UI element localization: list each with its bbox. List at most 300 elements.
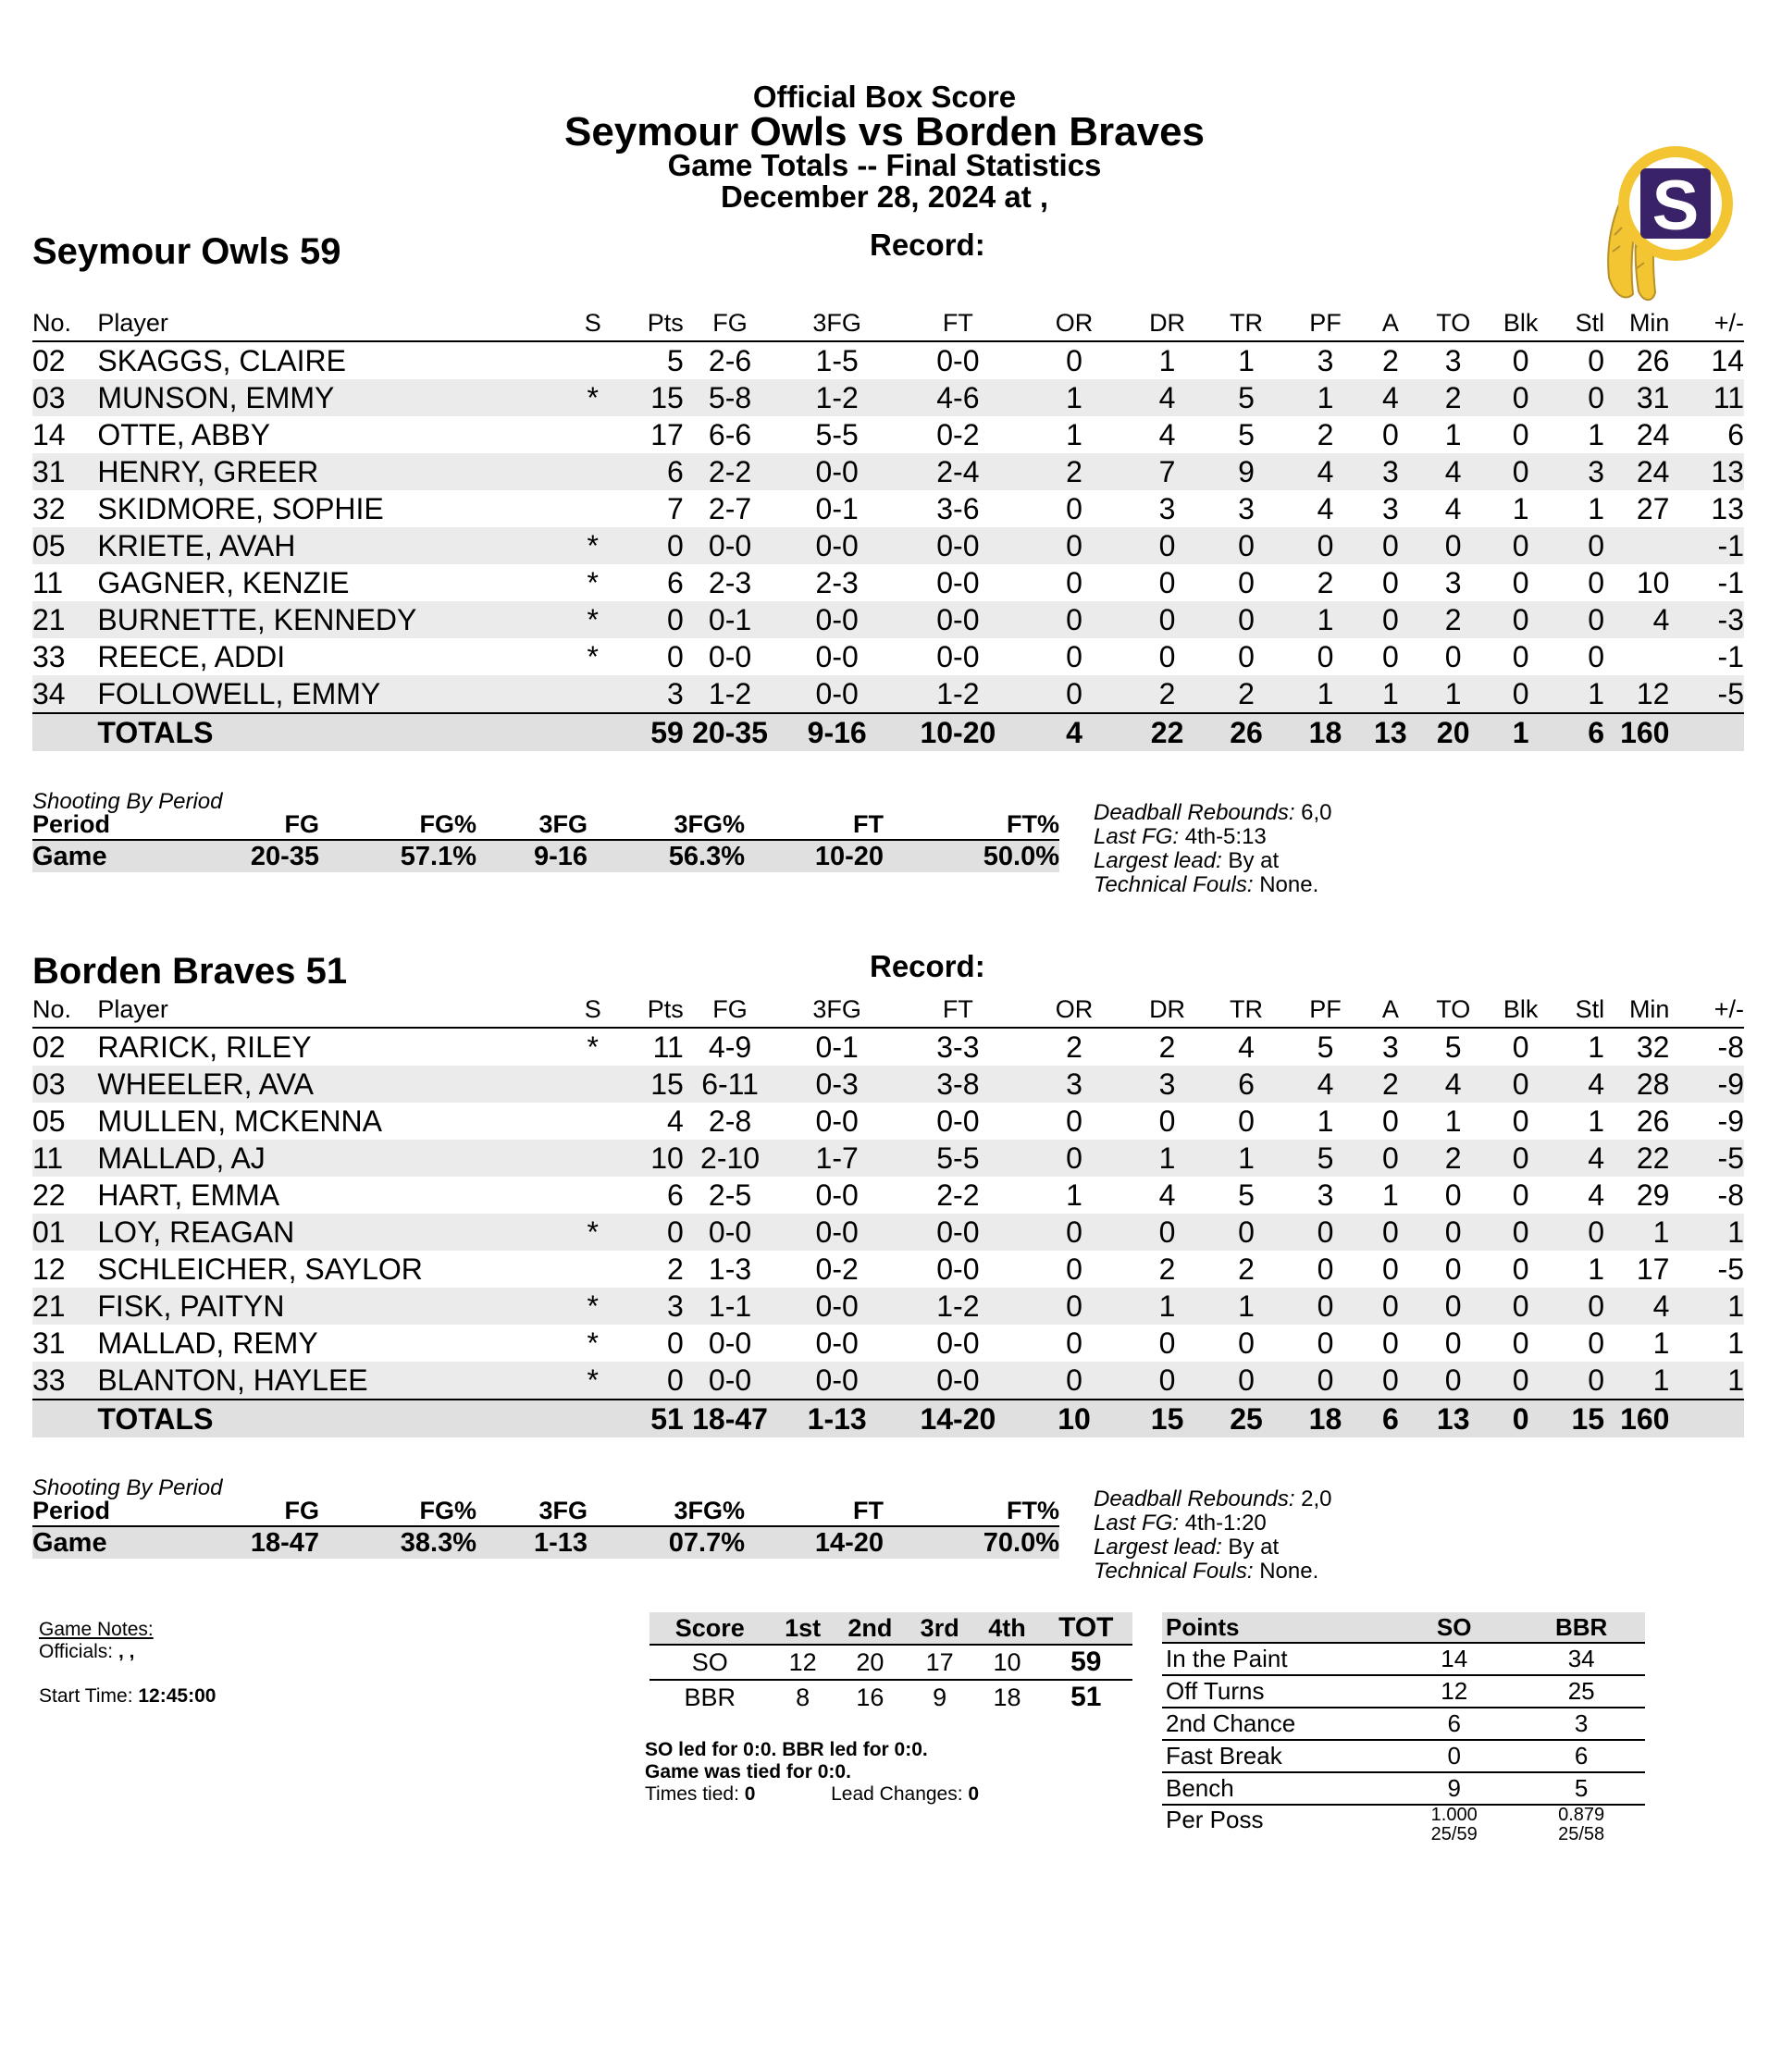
cell-ft: 4-6	[897, 379, 1019, 416]
cell-stl: 4	[1553, 1066, 1604, 1103]
cell-plus-minus: -3	[1669, 601, 1744, 638]
cell-to: 2	[1418, 379, 1488, 416]
player-row	[32, 527, 1744, 564]
cell-starter	[567, 453, 618, 490]
cell-player: GAGNER, KENZIE	[97, 565, 350, 599]
officials-value: , ,	[113, 1641, 135, 1662]
cell-blk: 1	[1512, 491, 1529, 525]
col-header-fg: FG	[684, 992, 777, 1028]
away-shooting-table	[32, 1497, 1059, 1559]
cell-no: 11	[32, 1140, 97, 1177]
cell-pf: 1	[1288, 379, 1362, 416]
cell-starter	[567, 1103, 618, 1140]
score-header: 2nd	[835, 1612, 905, 1645]
total-player: TOTALS	[97, 1400, 567, 1437]
cell-plus-minus: 1	[1669, 1288, 1744, 1325]
cell-pts: 10	[618, 1140, 683, 1177]
cell-no: 33	[32, 1362, 97, 1400]
cell-stl: 4	[1553, 1140, 1604, 1177]
deadball-value: 2,0	[1294, 1486, 1332, 1511]
cell-pts: 6	[666, 1178, 684, 1212]
cell-tr: 9	[1205, 453, 1288, 490]
deadball-label: Deadball Rebounds:	[1094, 800, 1295, 825]
score-header: 3rd	[905, 1612, 974, 1645]
player-row	[32, 341, 1744, 379]
points-cell: 0	[1391, 1740, 1517, 1772]
cell-or: 0	[1019, 527, 1131, 564]
cell-pf: 0	[1288, 1214, 1362, 1251]
cell-dr: 2	[1158, 1252, 1176, 1286]
cell-min: 22	[1604, 1140, 1669, 1177]
col-header-player: Player	[97, 992, 567, 1028]
game-date: December 28, 2024 at ,	[720, 179, 1049, 214]
cell-tr: 2	[1238, 1252, 1255, 1286]
cell-pts: 6	[666, 565, 684, 599]
player-row	[32, 1103, 1744, 1140]
cell-3fg: 1-2	[776, 379, 897, 416]
points-row	[1162, 1772, 1645, 1805]
cell-player: LOY, REAGAN	[97, 1214, 567, 1251]
cell-to: 3	[1444, 565, 1462, 599]
deadball-value: 6,0	[1294, 800, 1332, 825]
cell-3fg: 0-0	[776, 1214, 897, 1251]
points-row	[1162, 1675, 1645, 1708]
cell-pf: 1	[1288, 675, 1362, 713]
score-header: Score	[649, 1612, 771, 1645]
cell-a: 4	[1363, 379, 1418, 416]
cell-stl: 1	[1588, 417, 1605, 451]
total-ft: 14-20	[897, 1400, 1019, 1437]
cell-stl: 0	[1588, 639, 1605, 673]
score-cell: 12	[771, 1645, 835, 1680]
cell-fg: 1-2	[684, 675, 777, 713]
cell-fg: 1-1	[684, 1288, 777, 1325]
cell-dr: 4	[1158, 417, 1176, 451]
score-cell: 9	[933, 1683, 947, 1711]
cell-pts: 4	[666, 1104, 684, 1138]
cell-stl: 0	[1553, 1214, 1604, 1251]
cell-no: 21	[32, 601, 97, 638]
cell-blk: 0	[1512, 1326, 1529, 1360]
cell-stl: 4	[1588, 1178, 1605, 1212]
sbp-header: FG	[180, 1497, 319, 1526]
per-poss-so-rate: 1.000	[1430, 1805, 1478, 1825]
cell-pts: 0	[666, 639, 684, 673]
sbp-cell: 20-35	[180, 840, 319, 872]
col-header-tr: TR	[1205, 305, 1288, 341]
cell-blk: 0	[1512, 1104, 1529, 1138]
cell-plus-minus: -8	[1717, 1030, 1744, 1064]
cell-fg: 0-0	[684, 1362, 777, 1400]
score-cell: BBR	[684, 1683, 736, 1711]
cell-pf: 2	[1317, 417, 1334, 451]
cell-pts: 7	[666, 491, 684, 525]
cell-no: 34	[32, 675, 97, 713]
cell-or: 2	[1066, 1030, 1082, 1064]
cell-pf: 2	[1317, 565, 1334, 599]
cell-dr: 3	[1158, 491, 1176, 525]
cell-starter	[567, 341, 618, 379]
cell-player: FOLLOWELL, EMMY	[97, 675, 567, 713]
cell-tr: 1	[1205, 1288, 1288, 1325]
cell-no: 31	[32, 453, 97, 490]
score-cell: SO	[649, 1645, 771, 1680]
cell-min: 29	[1636, 1178, 1670, 1212]
sbp-cell: 56.3%	[588, 840, 745, 872]
cell-plus-minus: -1	[1717, 639, 1744, 673]
per-poss-so-ratio: 25/59	[1430, 1824, 1478, 1844]
cell-a: 0	[1363, 1140, 1418, 1177]
cell-tr: 5	[1238, 1178, 1255, 1212]
cell-dr: 0	[1158, 1326, 1176, 1360]
total-to: 13	[1418, 1400, 1488, 1437]
cell-pts: 15	[618, 379, 683, 416]
cell-blk: 0	[1488, 527, 1553, 564]
cell-ft: 1-2	[897, 1288, 1019, 1325]
totals-row	[32, 713, 1744, 751]
cell-tr: 1	[1205, 1140, 1288, 1177]
matchup-title: Seymour Owls vs Borden Braves	[563, 109, 1206, 154]
cell-pts: 3	[618, 1288, 683, 1325]
cell-starter: *	[567, 1362, 618, 1400]
home-misc-stats	[1094, 801, 1332, 897]
cell-starter	[567, 1066, 618, 1103]
cell-blk: 0	[1512, 565, 1529, 599]
tech-label: Technical Fouls:	[1094, 1559, 1254, 1584]
cell-pf: 0	[1288, 1362, 1362, 1400]
cell-dr: 0	[1158, 565, 1176, 599]
cell-a: 3	[1381, 1030, 1399, 1064]
total-a: 6	[1363, 1400, 1418, 1437]
total-dr: 22	[1130, 713, 1204, 751]
cell-dr: 3	[1130, 1066, 1204, 1103]
cell-player: HENRY, GREER	[97, 453, 567, 490]
cell-ft: 1-2	[897, 675, 1019, 713]
cell-ft: 0-0	[897, 601, 1019, 638]
cell-ft: 0-0	[936, 343, 980, 377]
cell-fg: 0-0	[708, 1326, 752, 1360]
sbp-cell: 1-13	[476, 1526, 588, 1559]
header-row	[32, 992, 1744, 1028]
points-cell: Fast Break	[1162, 1740, 1391, 1772]
cell-stl: 0	[1588, 343, 1605, 377]
cell-stl: 0	[1553, 527, 1604, 564]
cell-starter	[567, 1177, 618, 1214]
cell-pts: 0	[618, 1362, 683, 1400]
per-poss-label: Per Poss	[1166, 1806, 1264, 1833]
cell-3fg: 0-0	[815, 639, 859, 673]
away-record-label: Record:	[870, 949, 985, 983]
cell-ft: 0-0	[936, 639, 980, 673]
shooting-row	[32, 840, 1059, 872]
cell-to: 2	[1418, 601, 1488, 638]
cell-player: MALLAD, REMY	[97, 1326, 318, 1360]
col-header-or: OR	[1019, 305, 1131, 341]
cell-pts: 2	[666, 1252, 684, 1286]
player-row	[32, 453, 1744, 490]
cell-player: SKAGGS, CLAIRE	[97, 343, 346, 377]
col-header-pf: PF	[1288, 305, 1362, 341]
cell-or: 1	[1066, 417, 1082, 451]
player-row	[32, 1140, 1744, 1177]
score-header: 1st	[771, 1612, 835, 1645]
cell-ft: 0-2	[936, 417, 980, 451]
total-or: 4	[1019, 713, 1131, 751]
cell-to: 4	[1444, 491, 1462, 525]
cell-to: 0	[1444, 1178, 1462, 1212]
lastfg-value: 4th-5:13	[1179, 824, 1267, 849]
total-stl: 15	[1553, 1400, 1604, 1437]
col-header-blk: Blk	[1488, 992, 1553, 1028]
cell-3fg: 0-2	[815, 1252, 859, 1286]
points-cell: Off Turns	[1162, 1675, 1391, 1708]
cell-fg: 2-8	[708, 1104, 752, 1138]
cell-pf: 5	[1317, 1030, 1334, 1064]
sbp-cell: 9-16	[476, 840, 588, 872]
sbp-cell: 07.7%	[588, 1526, 745, 1559]
cell-blk: 0	[1488, 1140, 1553, 1177]
total-blk: 1	[1488, 713, 1553, 751]
cell-or: 1	[1066, 1178, 1082, 1212]
cell-player: RARICK, RILEY	[97, 1030, 312, 1064]
start-time-value: 12:45:00	[132, 1685, 216, 1707]
cell-player: BURNETTE, KENNEDY	[97, 601, 567, 638]
subtitle: Game Totals -- Final Statistics	[667, 148, 1102, 182]
cell-pts: 0	[666, 1326, 684, 1360]
cell-a: 0	[1381, 565, 1399, 599]
cell-blk: 0	[1488, 453, 1553, 490]
cell-starter	[567, 1251, 618, 1288]
cell-a: 3	[1363, 453, 1418, 490]
cell-fg: 6-11	[684, 1066, 777, 1103]
cell-min: 1	[1652, 1326, 1670, 1360]
cell-or: 3	[1019, 1066, 1131, 1103]
cell-plus-minus: -9	[1717, 1104, 1744, 1138]
total-no	[32, 1400, 97, 1437]
cell-player: WHEELER, AVA	[97, 1066, 567, 1103]
cell-min: 1	[1604, 1362, 1669, 1400]
cell-dr: 4	[1158, 1178, 1176, 1212]
cell-fg: 5-8	[684, 379, 777, 416]
cell-pts: 11	[652, 1030, 684, 1064]
cell-plus-minus: 14	[1711, 343, 1744, 377]
sbp-header: FT%	[884, 810, 1059, 840]
score-by-period-table	[649, 1612, 1132, 1714]
sbp-header: FT	[745, 810, 884, 840]
cell-or: 0	[1066, 639, 1082, 673]
header-row	[32, 305, 1744, 341]
cell-dr: 0	[1130, 527, 1204, 564]
cell-dr: 1	[1130, 1140, 1204, 1177]
sbp-cell: 70.0%	[884, 1526, 1059, 1559]
player-row	[32, 416, 1744, 453]
cell-pf: 1	[1317, 1104, 1334, 1138]
sbp-cell: 38.3%	[319, 1526, 476, 1559]
cell-tr: 0	[1205, 527, 1288, 564]
total-tr: 25	[1205, 1400, 1288, 1437]
cell-tr: 0	[1238, 1326, 1255, 1360]
cell-starter: *	[567, 527, 618, 564]
cell-blk: 0	[1512, 417, 1529, 451]
player-row	[32, 1066, 1744, 1103]
times-tied-value: 0	[738, 1783, 756, 1805]
total-player: TOTALS	[97, 713, 567, 751]
cell-plus-minus: 6	[1727, 417, 1744, 451]
total-fg: 18-47	[684, 1400, 777, 1437]
cell-to: 0	[1418, 527, 1488, 564]
cell-to: 1	[1444, 417, 1462, 451]
cell-fg: 2-7	[708, 491, 752, 525]
cell-to: 1	[1444, 1104, 1462, 1138]
player-row	[32, 601, 1744, 638]
cell-a: 1	[1363, 675, 1418, 713]
cell-min: 31	[1604, 379, 1669, 416]
points-row	[1162, 1740, 1645, 1772]
cell-fg: 0-0	[684, 527, 777, 564]
points-cell: 34	[1517, 1643, 1645, 1675]
tech-value: None.	[1253, 1559, 1319, 1584]
cell-blk: 0	[1512, 343, 1529, 377]
away-box-table	[32, 992, 1744, 1437]
cell-plus-minus: 1	[1669, 1214, 1744, 1251]
points-cell: 14	[1391, 1643, 1517, 1675]
cell-min: 17	[1636, 1252, 1670, 1286]
total-ft: 10-20	[897, 713, 1019, 751]
cell-pts: 15	[618, 1066, 683, 1103]
cell-dr: 4	[1130, 379, 1204, 416]
col-header-pts: Pts	[618, 305, 683, 341]
total-pf: 18	[1288, 713, 1362, 751]
player-row	[32, 1288, 1744, 1325]
cell-starter	[567, 490, 618, 527]
score-cell: 18	[993, 1683, 1021, 1711]
cell-plus-minus: 1	[1669, 1362, 1744, 1400]
player-row	[32, 564, 1744, 601]
cell-blk: 0	[1512, 1252, 1529, 1286]
cell-or: 0	[1066, 1252, 1082, 1286]
total-pts: 59	[618, 713, 683, 751]
cell-a: 0	[1363, 601, 1418, 638]
cell-to: 0	[1444, 639, 1462, 673]
cell-pts: 5	[666, 343, 684, 377]
feathered-s-logo-icon	[1577, 139, 1739, 305]
home-team-heading: Seymour Owls 59	[32, 231, 341, 272]
sbp-header: FG%	[319, 1497, 476, 1526]
score-cell: 20	[835, 1645, 905, 1680]
cell-fg: 6-6	[708, 417, 752, 451]
cell-tr: 0	[1205, 601, 1288, 638]
points-row	[1162, 1708, 1645, 1740]
points-cell: 6	[1517, 1740, 1645, 1772]
cell-pf: 4	[1317, 491, 1334, 525]
score-cell: 17	[905, 1645, 974, 1680]
cell-3fg: 0-1	[815, 1030, 859, 1064]
cell-dr: 0	[1130, 1362, 1204, 1400]
cell-min: 1	[1604, 1214, 1669, 1251]
cell-min: 32	[1636, 1030, 1670, 1064]
cell-fg: 2-2	[684, 453, 777, 490]
cell-pf: 0	[1288, 1288, 1362, 1325]
cell-to: 4	[1418, 1066, 1488, 1103]
home-sbp-label: Shooting By Period	[32, 789, 223, 814]
cell-starter: *	[587, 1030, 599, 1064]
cell-starter	[567, 675, 618, 713]
away-team-heading: Borden Braves 51	[32, 951, 348, 992]
cell-pf: 0	[1317, 1252, 1334, 1286]
cell-plus-minus: -8	[1717, 1178, 1744, 1212]
col-header-or: OR	[1019, 992, 1131, 1028]
cell-blk: 0	[1488, 1066, 1553, 1103]
cell-or: 0	[1019, 1214, 1131, 1251]
cell-min: 4	[1604, 601, 1669, 638]
tech-label: Technical Fouls:	[1094, 872, 1254, 897]
cell-dr: 2	[1158, 1030, 1176, 1064]
cell-to: 0	[1444, 1326, 1462, 1360]
cell-to: 0	[1444, 1252, 1462, 1286]
cell-no: 33	[32, 639, 66, 673]
per-poss-bbr-ratio: 25/58	[1558, 1824, 1605, 1844]
col-header-ft: FT	[897, 992, 1019, 1028]
total-starter	[567, 1400, 618, 1437]
cell-tr: 0	[1238, 565, 1255, 599]
cell-pts: 17	[650, 417, 684, 451]
cell-plus-minus: -5	[1669, 1140, 1744, 1177]
cell-fg: 0-0	[684, 1214, 777, 1251]
cell-no: 01	[32, 1214, 97, 1251]
col-header-blk: Blk	[1488, 305, 1553, 341]
cell-stl: 1	[1553, 675, 1604, 713]
sbp-cell: Game	[32, 840, 180, 872]
col-header-no: No.	[32, 992, 97, 1028]
cell-or: 0	[1066, 565, 1082, 599]
deadball-label: Deadball Rebounds:	[1094, 1486, 1295, 1511]
player-row	[32, 1177, 1744, 1214]
lead-label: Largest lead:	[1094, 848, 1222, 873]
cell-starter: *	[587, 639, 599, 673]
cell-blk: 0	[1488, 601, 1553, 638]
player-row	[32, 1325, 1744, 1362]
logo-letter: S	[1651, 166, 1700, 245]
cell-blk: 0	[1512, 639, 1529, 673]
cell-plus-minus: 1	[1727, 1326, 1744, 1360]
col-header-starter: S	[567, 305, 618, 341]
cell-starter: *	[567, 1288, 618, 1325]
lead-line-1: SO led for 0:0. BBR led for 0:0.	[645, 1739, 928, 1760]
cell-a: 0	[1381, 1326, 1399, 1360]
cell-min: 4	[1604, 1288, 1669, 1325]
col-header-a: A	[1363, 305, 1418, 341]
cell-ft: 0-0	[936, 1252, 980, 1286]
sbp-header: 3FG%	[588, 810, 745, 840]
total-no	[32, 713, 97, 751]
cell-fg: 2-3	[708, 565, 752, 599]
cell-min: 27	[1636, 491, 1670, 525]
cell-a: 2	[1381, 343, 1399, 377]
lastfg-label: Last FG:	[1094, 1511, 1180, 1536]
cell-3fg: 0-0	[776, 1362, 897, 1400]
cell-tr: 2	[1205, 675, 1288, 713]
sbp-header: 3FG%	[588, 1497, 745, 1526]
cell-min: 24	[1636, 417, 1670, 451]
cell-starter: *	[587, 565, 599, 599]
cell-ft: 3-6	[936, 491, 980, 525]
lead-value: By at	[1221, 1535, 1280, 1560]
cell-player: REECE, ADDI	[97, 639, 286, 673]
cell-fg: 4-9	[708, 1030, 752, 1064]
player-row	[32, 1214, 1744, 1251]
col-header-min: Min	[1604, 992, 1669, 1028]
cell-or: 0	[1066, 1326, 1082, 1360]
